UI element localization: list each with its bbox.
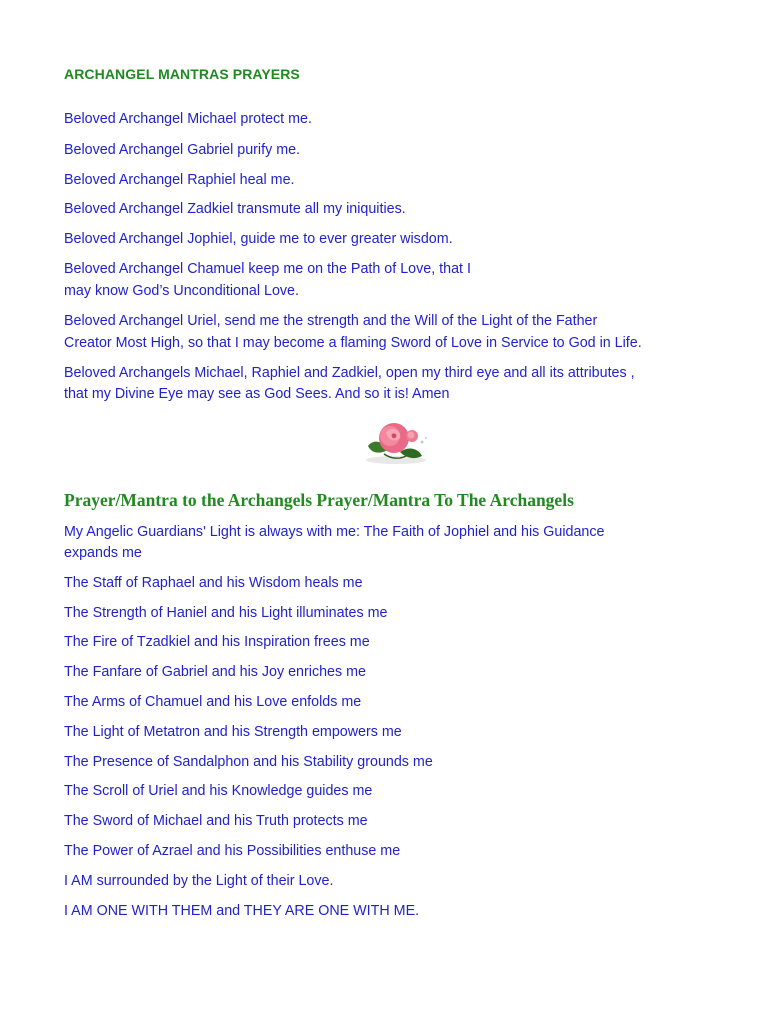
prayer-line: expands me xyxy=(64,545,142,561)
mantra-line: Creator Most High, so that I may become a flaming Sword of Love in Service to God in Life. xyxy=(64,335,642,351)
prayer-line: The Fanfare of Gabriel and his Joy enriches me xyxy=(64,664,366,680)
mantra-line: that my Divine Eye may see as God Sees. And so it is! Amen xyxy=(64,386,450,402)
prayer-line: My Angelic Guardians' Light is always with me: The Faith of Jophiel and his Guidance xyxy=(64,524,605,540)
prayer-line: The Light of Metatron and his Strength empowers me xyxy=(64,724,402,740)
mantra-line: Beloved Archangel Michael protect me. xyxy=(64,111,312,127)
prayer-line: The Staff of Raphael and his Wisdom heals me xyxy=(64,575,363,591)
section-title: Prayer/Mantra to the Archangels Prayer/Mantra To The Archangels xyxy=(64,490,574,510)
mantra-line: Beloved Archangel Gabriel purify me. xyxy=(64,142,301,158)
prayer-line: I AM ONE WITH THEM and THEY ARE ONE WITH ME. xyxy=(64,903,420,919)
mantra-line: Beloved Archangel Zadkiel transmute all my iniquities. xyxy=(64,201,406,217)
rose-icon xyxy=(356,416,436,466)
page-title: ARCHANGEL MANTRAS PRAYERS xyxy=(64,66,300,82)
prayer-line: I AM surrounded by the Light of their Love. xyxy=(64,873,334,889)
mantra-line: Beloved Archangel Uriel, send me the strength and the Will of the Light of the Father xyxy=(64,313,598,329)
prayer-line: The Strength of Haniel and his Light illuminates me xyxy=(64,605,388,621)
prayer-line: The Power of Azrael and his Possibilities enthuse me xyxy=(64,843,401,859)
mantra-line: Beloved Archangel Chamuel keep me on the Path of Love, that I xyxy=(64,261,471,277)
prayer-line: The Fire of Tzadkiel and his Inspiration frees me xyxy=(64,634,370,650)
prayer-line: The Presence of Sandalphon and his Stability grounds me xyxy=(64,754,433,770)
prayer-line: The Arms of Chamuel and his Love enfolds me xyxy=(64,694,362,710)
mantra-line: Beloved Archangels Michael, Raphiel and Zadkiel, open my third eye and all its attributes , xyxy=(64,365,635,381)
mantra-line: Beloved Archangel Raphiel heal me. xyxy=(64,172,295,188)
mantra-line: Beloved Archangel Jophiel, guide me to ever greater wisdom. xyxy=(64,231,453,247)
prayer-line: The Sword of Michael and his Truth protects me xyxy=(64,813,368,829)
prayer-line: The Scroll of Uriel and his Knowledge guides me xyxy=(64,783,373,799)
mantra-line: may know God’s Unconditional Love. xyxy=(64,283,299,299)
